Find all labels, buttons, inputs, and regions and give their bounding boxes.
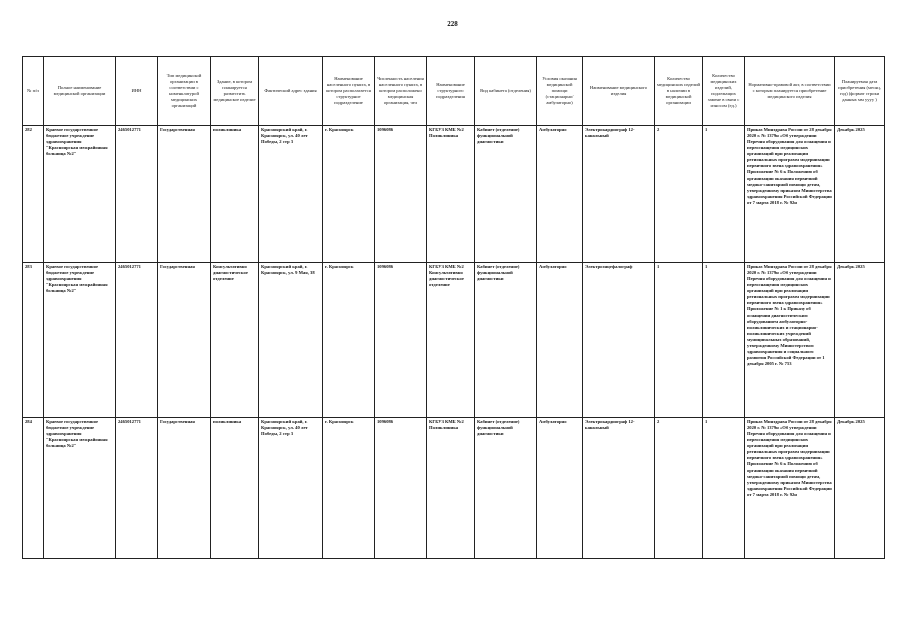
legal-act-cell: Приказ Минздрава России от 28 декабря 2020 г. № 1379н «Об утверждении Перечня оборудования для оснащения и переоснащения медицинских организаций при реализации региональных программ модернизации первичного звена здравоохранения» Приложение № 6 к Положению об организации оказания первичной медико-санитарной помощи детям, утвержденному приказом Министерства здравоохранения Российской Федерации от 7 марта 2018 г. № 92н — [745, 418, 835, 559]
locality-cell: г. Красноярск — [323, 263, 375, 418]
table-row — [23, 418, 885, 559]
header-cell: Наименование медицинского изделия — [583, 57, 655, 126]
qty-replace-cell: 1 — [703, 126, 745, 263]
population-cell: 1096086 — [375, 263, 427, 418]
date-cell: Декабрь 2025 — [835, 263, 885, 418]
header-cell: Фактический адрес здания — [259, 57, 323, 126]
population-cell: 1096086 — [375, 126, 427, 263]
conditions-cell: Амбулаторно — [537, 418, 583, 559]
address-cell: Красноярский край, г. Красноярск, ул. 40 лет Победы, 2 стр 3 — [259, 418, 323, 559]
header-cell: Количество медицинских изделий, подлежащих замене в связи с износом (ед.) — [703, 57, 745, 126]
equipment-table — [22, 56, 885, 559]
inn-cell: 2465012771 — [116, 418, 158, 559]
qty-have-cell: 2 — [655, 418, 703, 559]
unit-cell: КГБУЗ КМБ №2 Поликлиника — [427, 126, 475, 263]
qty-have-cell: 2 — [655, 126, 703, 263]
unit-cell: КГБУЗ КМБ №2 Поликлиника — [427, 418, 475, 559]
date-cell: Декабрь 2025 — [835, 126, 885, 263]
conditions-cell: Амбулаторно — [537, 126, 583, 263]
date-cell: Декабрь 2025 — [835, 418, 885, 559]
qty-have-cell: 1 — [655, 263, 703, 418]
device-cell: Электроэнцефалограф — [583, 263, 655, 418]
cabinet-cell: Кабинет (отделение) функциональной диагностики — [475, 263, 537, 418]
address-cell: Красноярский край, г. Красноярск, ул. 40 лет Победы, 2 стр 3 — [259, 126, 323, 263]
device-cell: Электрокардиограф 12-канальный — [583, 418, 655, 559]
locality-cell: г. Красноярск — [323, 126, 375, 263]
header-cell: Планируемая дата приобретения (месяц, год) (формат строки данных мм уууу ) — [835, 57, 885, 126]
header-cell: Численность населения населенного пункта, в котором расположено медицинская организация, чел — [375, 57, 427, 126]
header-cell: Наименование структурного подразделения — [427, 57, 475, 126]
inn-cell: 2465012771 — [116, 126, 158, 263]
org-type-cell: Государственная — [158, 418, 211, 559]
address-cell: Красноярский край, г. Красноярск, ул. 9 Мая, 38 — [259, 263, 323, 418]
conditions-cell: Амбулаторно — [537, 263, 583, 418]
table-row — [23, 126, 885, 263]
row-number: 284 — [23, 418, 44, 559]
population-cell: 1096086 — [375, 418, 427, 559]
building-cell: поликлиника — [211, 126, 259, 263]
locality-cell: г. Красноярск — [323, 418, 375, 559]
qty-replace-cell: 1 — [703, 263, 745, 418]
building-cell: поликлиника — [211, 418, 259, 559]
header-cell: Условия оказания медицинской помощи (стационарно/ амбулаторно) — [537, 57, 583, 126]
cabinet-cell: Кабинет (отделение) функциональной диагностики — [475, 126, 537, 263]
header-cell: ИНН — [116, 57, 158, 126]
table-row — [23, 263, 885, 418]
header-cell: № п/п — [23, 57, 44, 126]
org-name-cell: Краевое государственное бюджетное учреждение здравоохранения "Красноярская межрайонная больница №2" — [44, 126, 116, 263]
org-name-cell: Краевое государственное бюджетное учреждение здравоохранения "Красноярская межрайонная больница №2" — [44, 263, 116, 418]
org-type-cell: Государственная — [158, 263, 211, 418]
unit-cell: КГБУЗ КМБ №2 Консультативно диагностическое отделение — [427, 263, 475, 418]
row-number: 282 — [23, 126, 44, 263]
cabinet-cell: Кабинет (отделение) функциональной диагностики — [475, 418, 537, 559]
org-name-cell: Краевое государственное бюджетное учреждение здравоохранения "Красноярская межрайонная больница №2" — [44, 418, 116, 559]
org-type-cell: Государственная — [158, 126, 211, 263]
qty-replace-cell: 1 — [703, 418, 745, 559]
header-cell: Вид кабинета (отделения) — [475, 57, 537, 126]
header-row — [23, 57, 885, 126]
building-cell: Консультативно диагностическое отделение — [211, 263, 259, 418]
row-number: 283 — [23, 263, 44, 418]
device-cell: Электрокардиограф 12-канальный — [583, 126, 655, 263]
header-cell: Нормативно-правовой акт, в соответствии с которым планируется приобретение медицинского изделия — [745, 57, 835, 126]
legal-act-cell: Приказ Минздрава России от 28 декабря 2020 г. № 1379н «Об утверждении Перечня оборудования для оснащения и переоснащения медицинских организаций при реализации региональных программ модернизации первичного звена здравоохранения» Приложение № 1 к Приказу об оснащении диагностическим оборудованием амбулаторно-поликлинических и стационарно-поликлинических учреждений муниципальных образований, утвержденному Министерством здравоохранения и социального развития Российской Федерации от 1 декабря 2005 г. № 753 — [745, 263, 835, 418]
header-cell: Количество медицинских изделий в наличии в медицинской организации — [655, 57, 703, 126]
header-cell: Тип медицинской организации в соответствии с номенклатурой медицинских организаций — [158, 57, 211, 126]
legal-act-cell: Приказ Минздрава России от 28 декабря 2020 г. № 1379н «Об утверждении Перечня оборудования для оснащения и переоснащения медицинских организаций при реализации региональных программ модернизации первичного звена здравоохранения» Приложение № 6 к Положению об организации оказания первичной медико-санитарной помощи детям, утвержденному приказом Министерства здравоохранения Российской Федерации от 7 марта 2018 г. № 92н — [745, 126, 835, 263]
header-cell: Полное наименование медицинской организации — [44, 57, 116, 126]
page-number: 228 — [447, 20, 458, 28]
inn-cell: 2465012771 — [116, 263, 158, 418]
header-cell: Наименование населенного пункта, в котором располагается структурное подразделение — [323, 57, 375, 126]
header-cell: Здание, в котором планируется разместить медицинское изделие — [211, 57, 259, 126]
